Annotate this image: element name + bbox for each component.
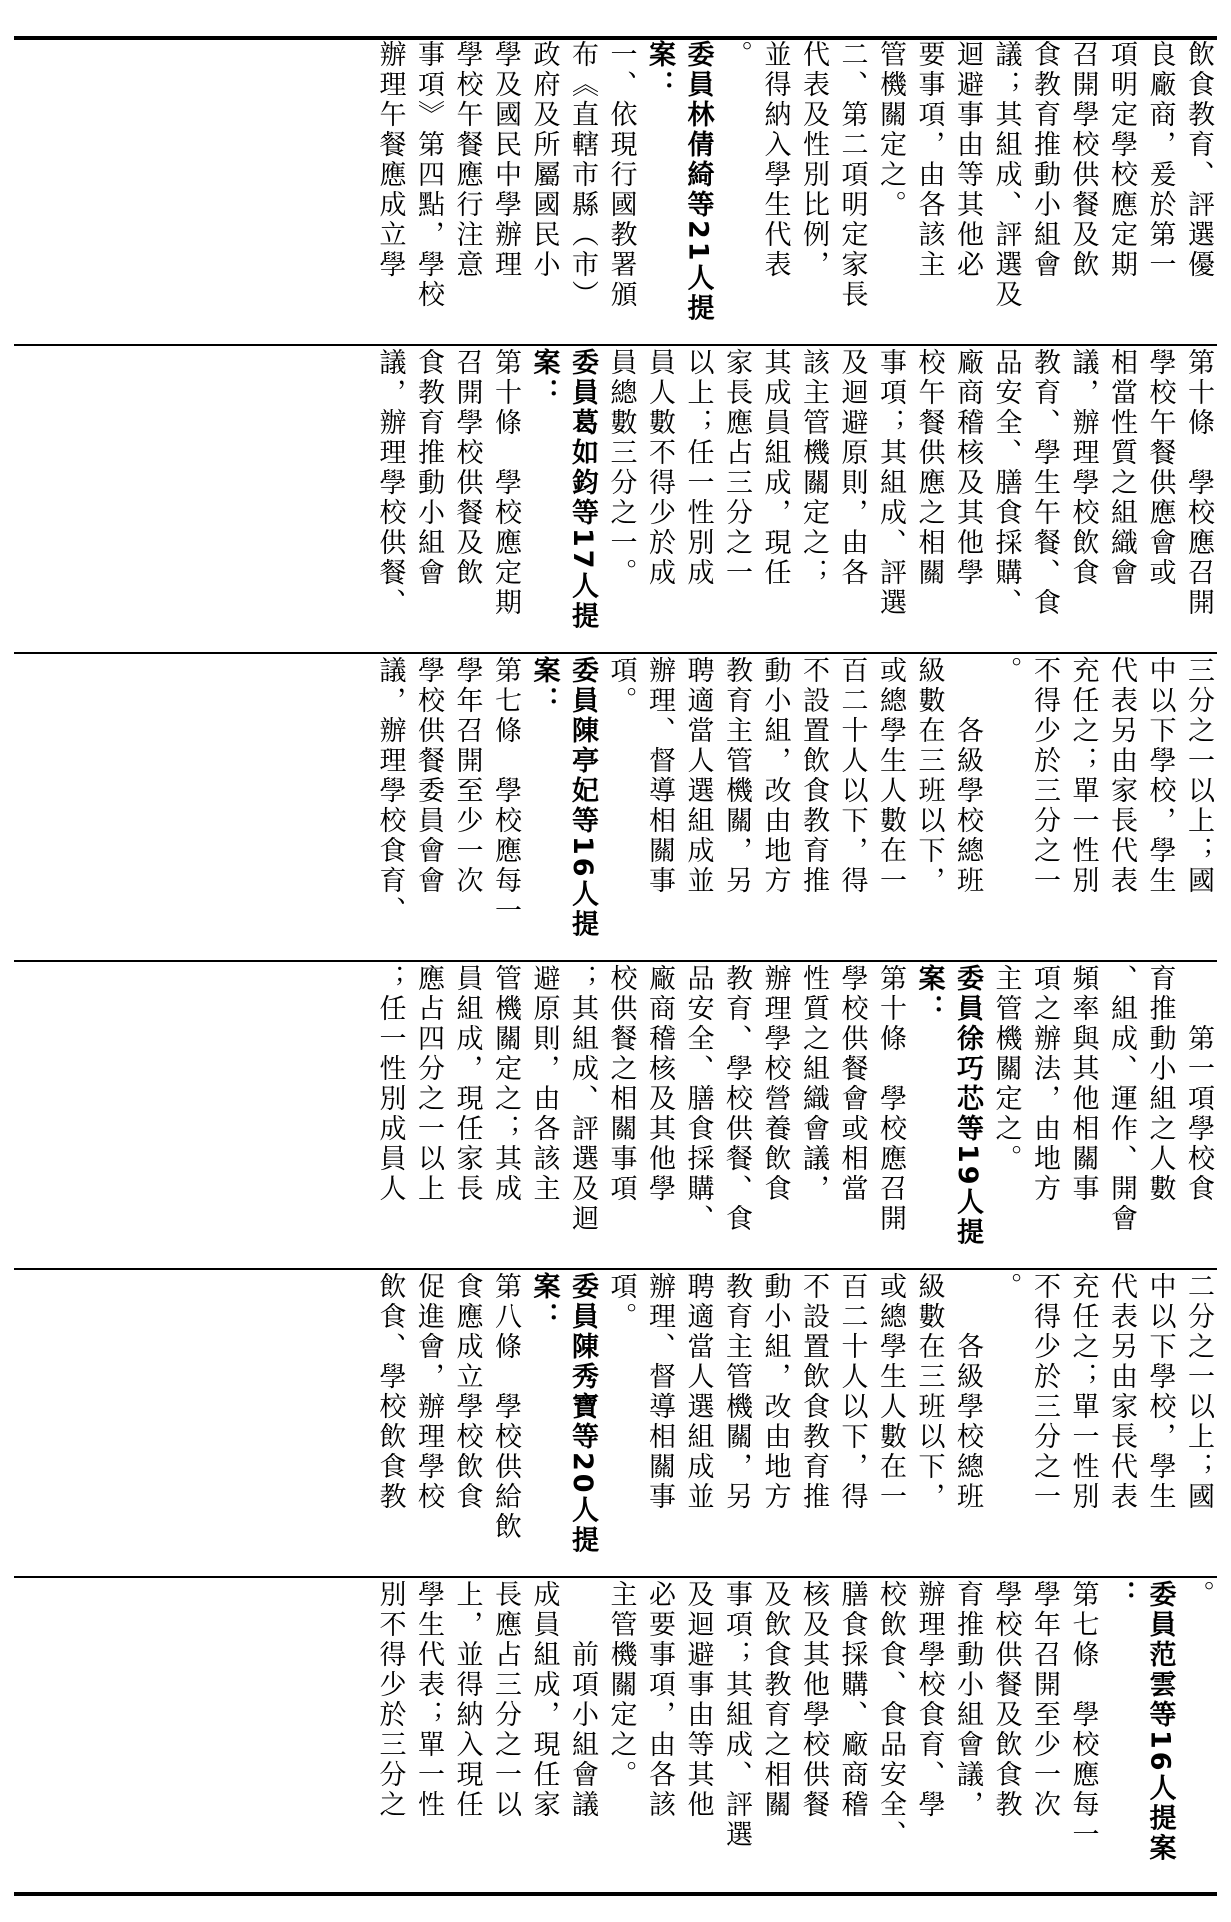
text-line: 第十條 學校應召開: [1183, 348, 1214, 618]
proposal-heading: 案：: [528, 348, 560, 408]
text-line: 並得納入學生代表: [759, 40, 791, 280]
proposal-heading: 案：: [913, 964, 945, 1024]
text-line: 品安全、膳食採購、: [682, 964, 714, 1234]
column-text-5: [14, 1272, 1217, 1572]
text-line: 性質之組織會議，: [798, 964, 829, 1204]
text-line: 教育主管機關，另: [721, 656, 752, 896]
text-line: 代表另由家長代表: [1106, 1272, 1137, 1512]
text-line: 校飲食、食品安全、: [875, 1580, 906, 1850]
text-line: 及迴避原則，由各: [836, 348, 868, 588]
text-line: 頻率與其他相關事: [1067, 964, 1099, 1204]
text-line: 不設置飲食教育推: [798, 656, 829, 896]
text-line: 育推動小組之人數: [1144, 964, 1176, 1204]
text-line: 學校午餐應行注意: [451, 40, 483, 280]
text-line: 教育、學生午餐、食: [1029, 348, 1060, 618]
text-line: 促進會，辦理學校: [413, 1272, 444, 1512]
text-line: 食應成立學校飲食: [451, 1272, 483, 1512]
text-line: 食教育推動小組會: [1029, 40, 1060, 280]
block-divider: [14, 652, 1217, 654]
text-line: 辦理、督導相關事: [644, 656, 675, 896]
text-line: 動小組，改由地方: [759, 656, 791, 896]
text-line: 。: [990, 656, 1022, 686]
text-line: 膳食採購、廠商稽: [836, 1580, 868, 1820]
text-line: 充任之；單一性別: [1067, 656, 1099, 896]
text-line: 辦理、督導相關事: [644, 1272, 675, 1512]
text-line: 良廠商，爰於第一: [1144, 40, 1176, 280]
text-line: 教育、學校供餐、食: [721, 964, 752, 1234]
text-line: 百二十人以下，得: [836, 656, 868, 896]
proposal-heading: 委員林倩綺等21人提: [682, 40, 714, 324]
proposal-heading: ：: [1106, 1580, 1137, 1610]
text-line: 。: [990, 1272, 1022, 1302]
text-line: 別不得少於三分之: [374, 1580, 406, 1820]
text-line: 要事項，由各該主: [913, 40, 945, 280]
text-line: 不設置飲食教育推: [798, 1272, 829, 1512]
text-line: 第十條 學校應召開: [875, 964, 906, 1234]
text-line: 食教育推動小組會: [413, 348, 444, 588]
text-line: 上，並得納入現任: [451, 1580, 483, 1820]
text-line: 二分之一以上；國: [1183, 1272, 1214, 1512]
text-line: 辦理學校食育、學: [913, 1580, 945, 1820]
text-line: 中以下學校，學生: [1144, 1272, 1176, 1512]
column-text-3: [14, 656, 1217, 956]
text-line: 代表及性別比例，: [798, 40, 829, 280]
text-line: 項明定學校應定期: [1106, 40, 1137, 280]
text-line: ；其組成、評選及迴: [567, 964, 598, 1234]
block-divider: [14, 1576, 1217, 1578]
text-line: 議，辦理學校供餐、: [374, 348, 406, 618]
text-line: 員人數不得少於成: [644, 348, 675, 588]
text-line: 第十條 學校應定期: [490, 348, 521, 618]
text-line: 聘適當人選組成並: [682, 656, 714, 896]
text-line: 管機關定之。: [875, 40, 906, 220]
text-line: 政府及所屬國民小: [528, 40, 560, 280]
text-line: 廠商稽核及其他學: [644, 964, 675, 1204]
text-line: 事項；其組成、評選: [721, 1580, 752, 1850]
text-line: 應占四分之一以上: [413, 964, 444, 1204]
text-line: 主管機關定之。: [990, 964, 1022, 1174]
page-block-5: [14, 1272, 1217, 1572]
text-line: 相當性質之組織會: [1106, 348, 1137, 588]
text-line: 不得少於三分之一: [1029, 656, 1060, 896]
column-text-4: [14, 964, 1217, 1264]
proposal-heading: 案：: [644, 40, 675, 100]
text-line: 不得少於三分之一: [1029, 1272, 1060, 1512]
text-line: 學及國民中學辦理: [490, 40, 521, 280]
text-line: 召開學校供餐及飲: [451, 348, 483, 588]
text-line: 布《直轄市縣（市）: [567, 40, 598, 310]
text-line: 項。: [605, 1272, 637, 1332]
proposal-heading: 案：: [528, 1272, 560, 1332]
proposal-heading: 委員范雲等16人提案: [1144, 1580, 1176, 1864]
text-line: 一、依現行國教署頒: [605, 40, 637, 310]
text-line: 中以下學校，學生: [1144, 656, 1176, 896]
text-line: 學年召開至少一次: [1029, 1580, 1060, 1820]
page-block-2: [14, 348, 1217, 648]
text-line: 學生代表；單一性: [413, 1580, 444, 1820]
proposal-heading: 案：: [528, 656, 560, 716]
text-line: 主管機關定之。: [605, 1580, 637, 1790]
text-line: 第七條 學校應每一: [1067, 1580, 1099, 1850]
text-line: 員總數三分之一。: [605, 348, 637, 588]
text-line: 飲食、學校飲食教: [374, 1272, 406, 1512]
text-line: 、組成、運作、開會: [1106, 964, 1137, 1234]
text-line: 學校供餐會或相當: [836, 964, 868, 1204]
text-line: 學校供餐委員會會: [413, 656, 444, 896]
text-line: 辦理學校營養飲食: [759, 964, 791, 1204]
text-line: 及飲食教育之相關: [759, 1580, 791, 1820]
text-line: 校午餐供應之相關: [913, 348, 945, 588]
text-line: 管機關定之；其成: [490, 964, 521, 1204]
column-text-1: [14, 40, 1217, 340]
text-line: 該主管機關定之；: [798, 348, 829, 588]
text-line: 聘適當人選組成並: [682, 1272, 714, 1512]
page-block-1: [14, 40, 1217, 340]
block-divider: [14, 1268, 1217, 1270]
text-line: 核及其他學校供餐: [798, 1580, 829, 1820]
text-line: 避原則，由各該主: [528, 964, 560, 1204]
text-line: 動小組，改由地方: [759, 1272, 791, 1512]
page-block-6: [14, 1580, 1217, 1880]
text-line: 飲食教育、評選優: [1183, 40, 1214, 280]
text-line: 。: [721, 40, 752, 70]
text-line: 及迴避事由等其他: [682, 1580, 714, 1820]
text-line: 事項；其組成、評選: [875, 348, 906, 618]
text-line: 各級學校總班: [952, 1272, 983, 1512]
proposal-heading: 委員陳亭妃等16人提: [567, 656, 598, 940]
proposal-heading: 委員葛如鈞等17人提: [567, 348, 598, 632]
text-line: 校供餐之相關事項: [605, 964, 637, 1204]
column-text-2: [14, 348, 1217, 648]
text-line: 迴避事由等其他必: [952, 40, 983, 280]
text-line: 育推動小組會議，: [952, 1580, 983, 1820]
text-line: 二、第二項明定家長: [836, 40, 868, 310]
text-line: 召開學校供餐及飲: [1067, 40, 1099, 280]
column-text-6: [14, 1580, 1217, 1880]
bottom-rule: [14, 1892, 1217, 1896]
text-line: 代表另由家長代表: [1106, 656, 1137, 896]
text-line: 長應占三分之一以: [490, 1580, 521, 1820]
page-block-4: [14, 964, 1217, 1264]
text-line: 三分之一以上；國: [1183, 656, 1214, 896]
proposal-heading: 委員徐巧芯等19人提: [952, 964, 983, 1248]
text-line: 事項》第四點，學校: [413, 40, 444, 310]
text-line: 項之辦法，由地方: [1029, 964, 1060, 1204]
block-divider: [14, 960, 1217, 962]
proposal-heading: 委員陳秀寶等20人提: [567, 1272, 598, 1556]
text-line: 第一項學校食: [1183, 964, 1214, 1204]
text-line: 其成員組成，現任: [759, 348, 791, 588]
text-line: 議，辦理學校食育、: [374, 656, 406, 926]
text-line: 成員組成，現任家: [528, 1580, 560, 1820]
text-line: 項。: [605, 656, 637, 716]
text-line: 辦理午餐應成立學: [374, 40, 406, 280]
text-line: 級數在三班以下，: [913, 656, 945, 896]
text-line: 充任之；單一性別: [1067, 1272, 1099, 1512]
text-line: 學校午餐供應會或: [1144, 348, 1176, 588]
text-line: 或總學生人數在一: [875, 1272, 906, 1512]
text-line: 教育主管機關，另: [721, 1272, 752, 1512]
text-line: 第七條 學校應每一: [490, 656, 521, 926]
page-block-3: [14, 656, 1217, 956]
text-line: 學校供餐及飲食教: [990, 1580, 1022, 1820]
text-line: 學年召開至少一次: [451, 656, 483, 896]
text-line: 議；其組成、評選及: [990, 40, 1022, 310]
text-line: 或總學生人數在一: [875, 656, 906, 896]
text-line: 以上；任一性別成: [682, 348, 714, 588]
text-line: 員組成，現任家長: [451, 964, 483, 1204]
text-line: 前項小組會議: [567, 1580, 598, 1820]
text-line: 必要事項，由各該: [644, 1580, 675, 1820]
text-line: 議，辦理學校飲食: [1067, 348, 1099, 588]
text-line: 各級學校總班: [952, 656, 983, 896]
text-line: 廠商稽核及其他學: [952, 348, 983, 588]
text-line: 級數在三班以下，: [913, 1272, 945, 1512]
text-line: 百二十人以下，得: [836, 1272, 868, 1512]
text-line: 品安全、膳食採購、: [990, 348, 1022, 618]
text-line: 。: [1183, 1580, 1214, 1610]
text-line: 第八條 學校供給飲: [490, 1272, 521, 1542]
text-line: 家長應占三分之一: [721, 348, 752, 588]
text-line: ；任一性別成員人: [374, 964, 406, 1204]
block-divider: [14, 344, 1217, 346]
